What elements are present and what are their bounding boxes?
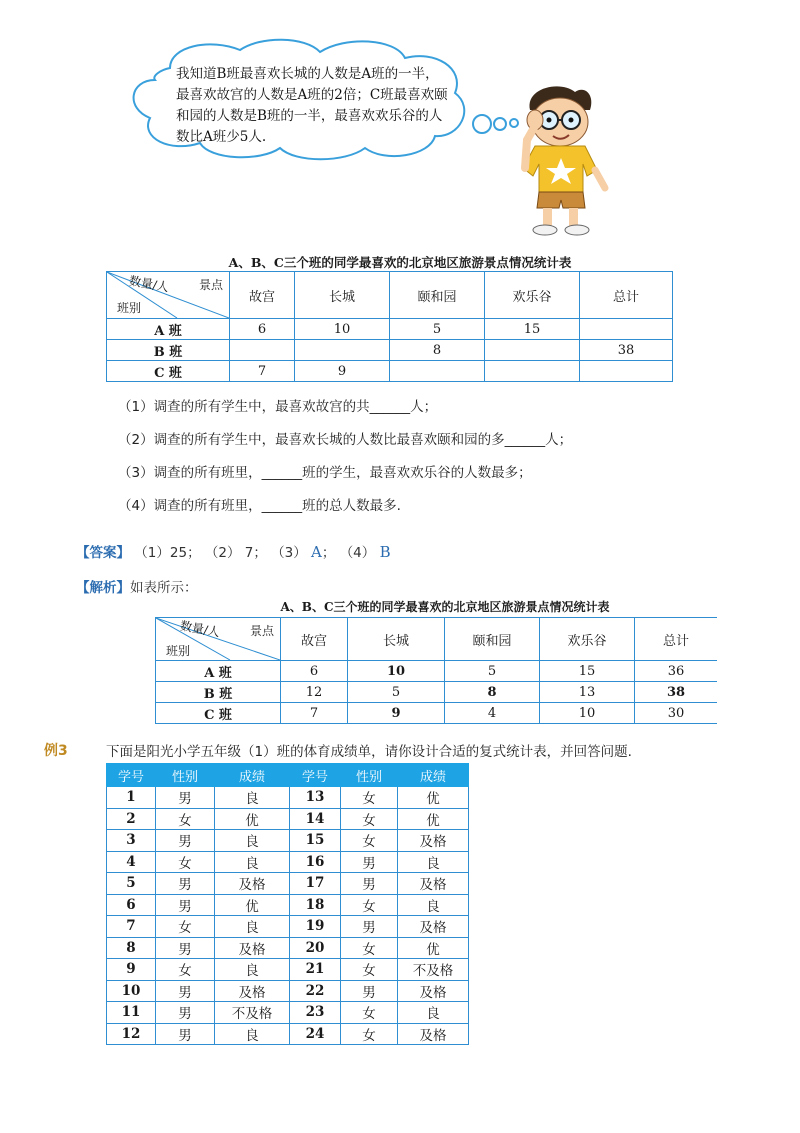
table-cell: 男 (156, 980, 215, 1002)
table-cell: 男 (341, 851, 398, 873)
table-cell: 10 (540, 703, 635, 724)
header-cell: 欢乐谷 (485, 272, 580, 319)
table-cell: 男 (341, 873, 398, 895)
table-cell: 6 (230, 319, 295, 340)
table-cell: 8 (107, 937, 156, 959)
header-cell: 总计 (580, 272, 673, 319)
boy-illustration (505, 80, 610, 240)
table-cell: 6 (107, 894, 156, 916)
table1-corner-cell (107, 272, 230, 319)
table-cell: 女 (341, 787, 398, 809)
table-row (107, 873, 469, 895)
table-cell: 15 (290, 830, 341, 852)
table-cell: 女 (341, 937, 398, 959)
table-cell: 男 (341, 916, 398, 938)
table-cell: 女 (341, 830, 398, 852)
table-cell: 24 (290, 1023, 341, 1045)
table-cell: 优 (398, 808, 469, 830)
row-label: B 班 (107, 340, 230, 361)
table-cell (230, 340, 295, 361)
table-cell: 良 (398, 1002, 469, 1024)
table-cell: 男 (156, 830, 215, 852)
table-cell: 女 (341, 1023, 398, 1045)
answer-line (76, 541, 391, 561)
table-cell: 6 (281, 661, 348, 682)
table3 (106, 763, 469, 1045)
table-cell: 不及格 (398, 959, 469, 981)
corner-top-label: 景点 (249, 624, 274, 638)
header-cell: 颐和园 (390, 272, 485, 319)
table-cell: 良 (215, 830, 290, 852)
table-cell: 女 (156, 851, 215, 873)
table-cell: 良 (215, 916, 290, 938)
question-1: （1）调查的所有学生中，最喜欢故宫的共______人； (118, 399, 438, 415)
table-cell: 9 (348, 703, 445, 724)
table-cell: 18 (290, 894, 341, 916)
table-cell: 11 (107, 1002, 156, 1024)
table-cell: 男 (156, 1002, 215, 1024)
header-cell: 故宫 (230, 272, 295, 319)
table-cell: 30 (635, 703, 718, 724)
table-cell: 7 (230, 361, 295, 382)
table-cell: 38 (580, 340, 673, 361)
header-cell: 成绩 (215, 764, 290, 787)
table-cell: 良 (215, 851, 290, 873)
table-cell: 9 (107, 959, 156, 981)
table-row (107, 1002, 469, 1024)
table-cell: 10 (295, 319, 390, 340)
example-text: 下面是阳光小学五年级（1）班的体育成绩单，请你设计合适的复式统计表，并回答问题. (106, 744, 632, 760)
table-cell (580, 361, 673, 382)
table-cell: 男 (156, 894, 215, 916)
table-cell: 及格 (398, 873, 469, 895)
table2 (155, 617, 717, 724)
table-cell: 良 (215, 959, 290, 981)
answer-part: B (379, 543, 391, 561)
table-row (107, 959, 469, 981)
header-cell: 成绩 (398, 764, 469, 787)
row-label: A 班 (156, 661, 281, 682)
table-cell: 17 (290, 873, 341, 895)
table-cell: 15 (540, 661, 635, 682)
table-cell: 女 (341, 959, 398, 981)
table-cell (390, 361, 485, 382)
table3-body (107, 787, 469, 1045)
table-cell: 女 (341, 894, 398, 916)
table-cell: 男 (156, 873, 215, 895)
table-cell (580, 319, 673, 340)
table-cell: 优 (215, 808, 290, 830)
analysis-line (76, 576, 198, 596)
row-label: C 班 (107, 361, 230, 382)
header-cell: 性别 (156, 764, 215, 787)
answer-part: （2） 7； (204, 545, 267, 561)
table-cell: 4 (445, 703, 540, 724)
header-cell: 总计 (635, 618, 718, 661)
table-cell: 优 (215, 894, 290, 916)
table-cell: 及格 (215, 980, 290, 1002)
table-row (107, 808, 469, 830)
table-cell: 及格 (398, 980, 469, 1002)
table-cell: 5 (390, 319, 485, 340)
corner-mid-label: 数量/人 (179, 618, 221, 640)
row-label: B 班 (156, 682, 281, 703)
analysis-tag: 【解析】 (76, 580, 130, 596)
table-cell: 男 (156, 1023, 215, 1045)
table-cell: 女 (156, 959, 215, 981)
example-label: 例3 (44, 743, 68, 759)
table-row (107, 830, 469, 852)
header-cell: 学号 (107, 764, 156, 787)
question-2: （2）调查的所有学生中，最喜欢长城的人数比最喜欢颐和园的多______人； (118, 432, 573, 448)
table-cell: 女 (341, 808, 398, 830)
table-cell: 22 (290, 980, 341, 1002)
table-cell (295, 340, 390, 361)
header-cell: 性别 (341, 764, 398, 787)
table-cell: 12 (281, 682, 348, 703)
answer-part: （1）25； (134, 545, 201, 561)
table-row (107, 980, 469, 1002)
table2-title: A、B、C三个班的同学最喜欢的北京地区旅游景点情况统计表 (280, 600, 610, 614)
table-cell: 良 (398, 851, 469, 873)
answer-part: （3） (271, 545, 307, 561)
table-cell: 13 (290, 787, 341, 809)
table-cell: 8 (445, 682, 540, 703)
table1 (106, 271, 673, 382)
table2-corner-cell (156, 618, 281, 661)
header-cell: 长城 (348, 618, 445, 661)
table-cell: 女 (156, 916, 215, 938)
table-cell: 38 (635, 682, 718, 703)
table-cell: 8 (390, 340, 485, 361)
table-cell: 23 (290, 1002, 341, 1024)
table-cell: 女 (341, 1002, 398, 1024)
table-cell: 优 (398, 787, 469, 809)
table-cell: 7 (281, 703, 348, 724)
table-cell: 4 (107, 851, 156, 873)
table-cell: 良 (215, 787, 290, 809)
header-cell: 欢乐谷 (540, 618, 635, 661)
table-cell: 14 (290, 808, 341, 830)
table-cell: 及格 (215, 873, 290, 895)
table-row (107, 787, 469, 809)
table-row (107, 894, 469, 916)
corner-bottom-label: 班别 (166, 644, 191, 658)
table-cell: 良 (215, 1023, 290, 1045)
table-cell: 20 (290, 937, 341, 959)
table-cell: 12 (107, 1023, 156, 1045)
table-row (107, 937, 469, 959)
corner-bottom-label: 班别 (117, 301, 142, 315)
table-cell: 5 (348, 682, 445, 703)
question-3: （3）调查的所有班里，______班的学生，最喜欢欢乐谷的人数最多； (118, 465, 532, 481)
table-cell: 男 (341, 980, 398, 1002)
header-cell: 故宫 (281, 618, 348, 661)
table-cell: 19 (290, 916, 341, 938)
analysis-text: 如表所示： (130, 580, 198, 596)
answer-tag: 【答案】 (76, 545, 130, 561)
table-cell: 13 (540, 682, 635, 703)
row-label: C 班 (156, 703, 281, 724)
table-row (107, 916, 469, 938)
table-cell: 及格 (398, 830, 469, 852)
row-label: A 班 (107, 319, 230, 340)
speech-text: 我知道B班最喜欢长城的人数是A班的一半，最喜欢故宫的人数是A班的2倍；C班最喜欢颐和园的人数是B班的一半，最喜欢欢乐谷的人数比A班少5人. (176, 66, 448, 145)
table-cell: 男 (156, 787, 215, 809)
question-4: （4）调查的所有班里，______班的总人数最多. (118, 498, 401, 514)
table-cell: 女 (156, 808, 215, 830)
table-cell: 优 (398, 937, 469, 959)
header-cell: 长城 (295, 272, 390, 319)
table-cell: 不及格 (215, 1002, 290, 1024)
table-cell (485, 340, 580, 361)
answer-part: A (311, 543, 322, 561)
table-cell: 5 (107, 873, 156, 895)
table-cell (485, 361, 580, 382)
table-cell: 36 (635, 661, 718, 682)
table-cell: 10 (348, 661, 445, 682)
table-cell: 16 (290, 851, 341, 873)
table-cell: 良 (398, 894, 469, 916)
table-cell: 及格 (215, 937, 290, 959)
table-cell: 15 (485, 319, 580, 340)
table-cell: 及格 (398, 916, 469, 938)
table-row (107, 851, 469, 873)
table-row (107, 1023, 469, 1045)
table-cell: 及格 (398, 1023, 469, 1045)
table-cell: 21 (290, 959, 341, 981)
header-cell: 颐和园 (445, 618, 540, 661)
corner-top-label: 景点 (198, 278, 223, 292)
header-cell: 学号 (290, 764, 341, 787)
answer-part: （4） (339, 545, 376, 561)
table-cell: 1 (107, 787, 156, 809)
table-cell: 3 (107, 830, 156, 852)
answer-part: ； (321, 545, 336, 561)
table1-title: A、B、C三个班的同学最喜欢的北京地区旅游景点情况统计表 (228, 255, 572, 270)
table-cell: 9 (295, 361, 390, 382)
table-cell: 男 (156, 937, 215, 959)
table-cell: 5 (445, 661, 540, 682)
table-cell: 10 (107, 980, 156, 1002)
corner-mid-label: 数量/人 (128, 273, 170, 295)
table-cell: 2 (107, 808, 156, 830)
table-cell: 7 (107, 916, 156, 938)
